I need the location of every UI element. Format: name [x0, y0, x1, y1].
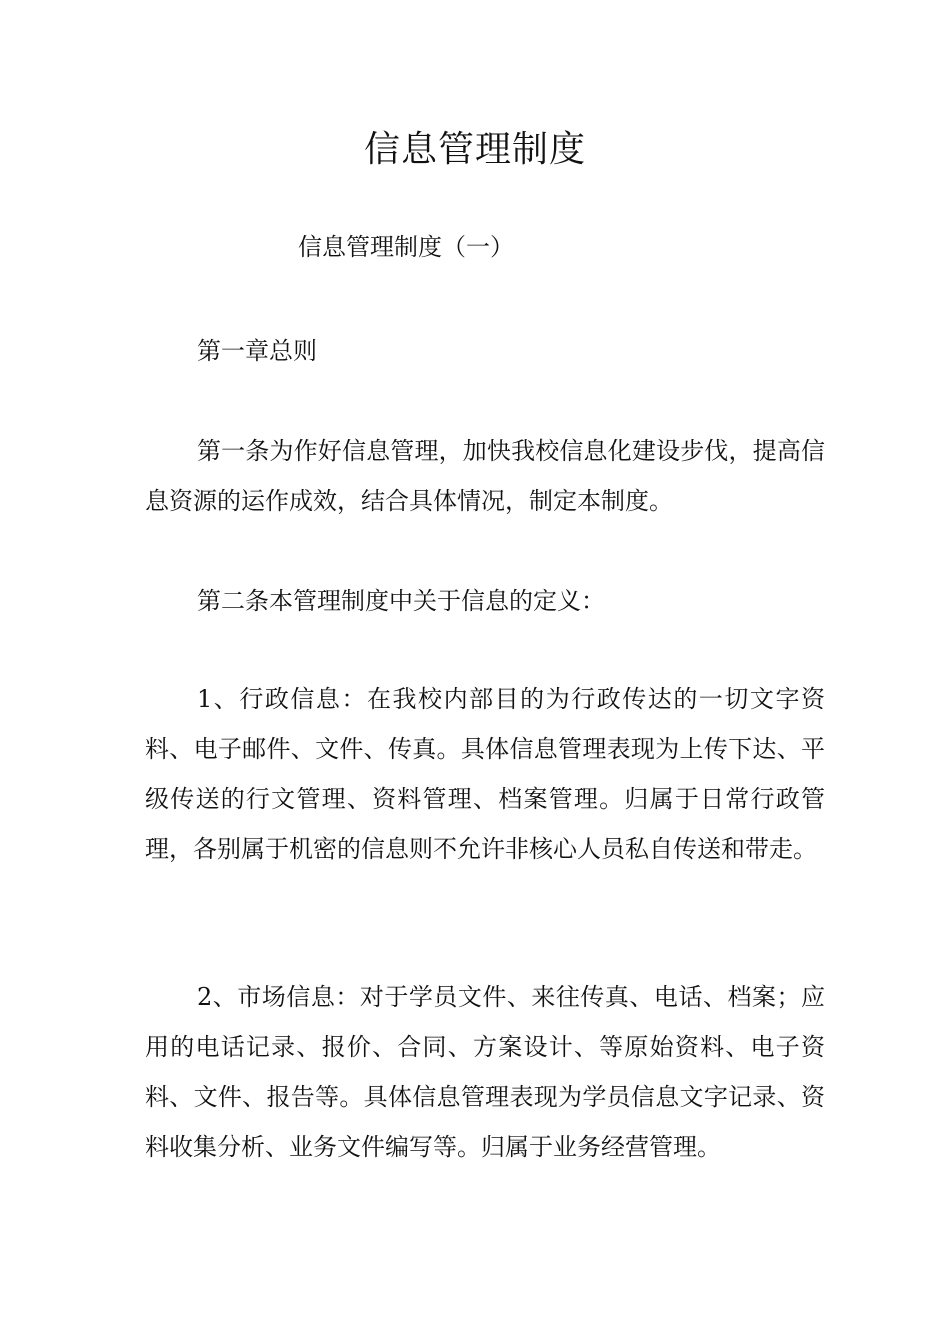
item-1-paragraph: 1、行政信息：在我校内部目的为行政传达的一切文字资料、电子邮件、文件、传真。具体信息管理表现为上传下达、平级传送的行文管理、资料管理、档案管理。归属于日常行政管理，各别属于机密的信息则不允许非核心人员私自传送和带走。 [145, 685, 825, 863]
article-1-paragraph: 第一条为作好信息管理，加快我校信息化建设步伐，提高信息资源的运作成效，结合具体情况，制定本制度。 [145, 437, 825, 515]
document-title: 信息管理制度 [363, 129, 586, 170]
chapter-heading: 第一章总则 [197, 337, 317, 365]
document-subtitle: 信息管理制度（一） [298, 233, 514, 261]
item-2-paragraph: 2、市场信息：对于学员文件、来往传真、电话、档案；应用的电话记录、报价、合同、方案设计、等原始资料、电子资料、文件、报告等。具体信息管理表现为学员信息文字记录、资料收集分析、业务文件编写等。归属于业务经营管理。 [145, 983, 825, 1161]
article-2-paragraph: 第二条本管理制度中关于信息的定义： [197, 587, 605, 615]
